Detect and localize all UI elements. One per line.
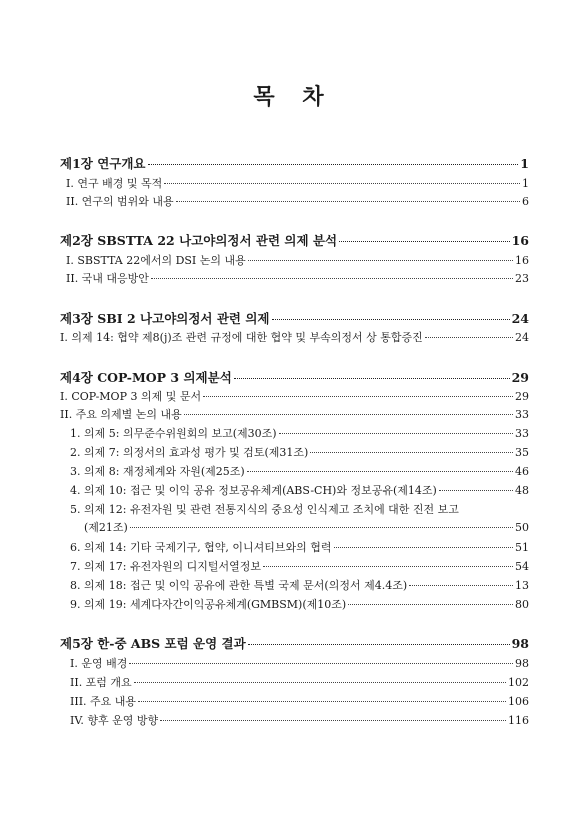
toc-subitem[interactable]	[70, 446, 529, 460]
subitem-label: 3. 의제 8: 재정체계와 자원(제25조)	[70, 465, 245, 478]
page-number: 35	[515, 446, 529, 459]
item-label: II. 주요 의제별 논의 내용	[60, 408, 182, 421]
subitem-label: 7. 의제 17: 유전자원의 디지털서열정보	[70, 560, 261, 573]
subitem-label: 2. 의제 7: 의정서의 효과성 평가 및 검토(제31조)	[70, 446, 309, 459]
page-number: 33	[515, 408, 529, 421]
dot-leader	[234, 378, 510, 379]
toc-subitem-continued[interactable]	[84, 521, 529, 535]
toc-item[interactable]	[60, 408, 529, 422]
dot-leader	[425, 337, 513, 338]
toc-item[interactable]	[70, 657, 529, 671]
page-number: 1	[520, 156, 529, 171]
dot-leader	[248, 260, 513, 261]
dot-leader	[134, 682, 506, 683]
page-number: 29	[515, 390, 529, 403]
toc-item[interactable]	[66, 254, 529, 268]
dot-leader	[279, 433, 513, 434]
dot-leader	[409, 585, 513, 586]
item-label: I. 연구 배경 및 목적	[66, 177, 163, 190]
subitem-label: 8. 의제 18: 접근 및 이익 공유에 관한 특별 국제 문서(의정서 제4.4조)	[70, 579, 408, 592]
page-number: 50	[515, 521, 529, 534]
chapter-label: 제2장 SBSTTA 22 나고야의정서 관련 의제 분석	[60, 233, 338, 248]
page-number: 16	[515, 254, 529, 267]
page-number: 48	[515, 484, 529, 497]
toc-chapter-4[interactable]	[60, 370, 529, 386]
toc-subitem[interactable]	[70, 541, 529, 555]
dot-leader	[263, 566, 513, 567]
page-number: 80	[515, 598, 529, 611]
item-label: II. 포럼 개요	[70, 676, 132, 689]
subitem-label: 5. 의제 12: 유전자원 및 관련 전통지식의 중요성 인식제고 조치에 대한 진전 보고	[70, 503, 459, 516]
item-label: I. SBSTTA 22에서의 DSI 논의 내용	[66, 254, 246, 267]
dot-leader	[334, 547, 513, 548]
toc-subitem[interactable]	[70, 560, 529, 574]
page-number: 116	[508, 714, 529, 727]
dot-leader	[203, 396, 513, 397]
chapter-label: 제5장 한-중 ABS 포럼 운영 결과	[60, 636, 246, 651]
toc-item[interactable]	[70, 695, 529, 709]
page-title: 목 차	[253, 85, 334, 110]
subitem-label: 4. 의제 10: 접근 및 이익 공유 정보공유체계(ABS-CH)와 정보공유(제14조)	[70, 484, 437, 497]
toc-chapter-1[interactable]	[60, 156, 529, 172]
subitem-label: 6. 의제 14: 기타 국제기구, 협약, 이니셔티브와의 협력	[70, 541, 332, 554]
item-label: I. 운영 배경	[70, 657, 128, 670]
subitem-label: 9. 의제 19: 세계다자간이익공유체계(GMBSM)(제10조)	[70, 598, 347, 611]
dot-leader	[160, 720, 506, 721]
toc-item[interactable]	[66, 272, 529, 286]
dot-leader	[310, 452, 513, 453]
toc-item[interactable]	[60, 390, 529, 404]
page-number: 29	[511, 370, 529, 385]
toc-item[interactable]	[70, 714, 529, 728]
item-label: II. 국내 대응방안	[66, 272, 149, 285]
toc-item[interactable]	[60, 331, 529, 345]
page-number: 33	[515, 427, 529, 440]
item-label: III. 주요 내용	[70, 695, 137, 708]
page-number: 98	[511, 636, 529, 651]
item-label: I. COP-MOP 3 의제 및 문서	[60, 390, 202, 403]
dot-leader	[176, 201, 520, 202]
subitem-label: 1. 의제 5: 의무준수위원회의 보고(제30조)	[70, 427, 277, 440]
chapter-label: 제1장 연구개요	[60, 156, 146, 171]
chapter-label: 제4장 COP-MOP 3 의제분석	[60, 370, 232, 385]
subitem-label-continued: (제21조)	[84, 521, 128, 534]
page-number: 24	[515, 331, 529, 344]
page-number: 102	[508, 676, 529, 689]
dot-leader	[151, 278, 513, 279]
dot-leader	[339, 241, 510, 242]
page-number: 46	[515, 465, 529, 478]
toc-subitem[interactable]	[70, 465, 529, 479]
dot-leader	[248, 644, 510, 645]
dot-leader	[138, 701, 506, 702]
chapter-label: 제3장 SBI 2 나고야의정서 관련 의제	[60, 311, 270, 326]
page-number: 16	[511, 233, 529, 248]
toc-chapter-3[interactable]	[60, 311, 529, 327]
page-number: 6	[522, 195, 529, 208]
toc-chapter-5[interactable]	[60, 636, 529, 652]
toc-subitem[interactable]	[70, 427, 529, 441]
page-number: 1	[522, 177, 529, 190]
page-number: 98	[515, 657, 529, 670]
page-number: 106	[508, 695, 529, 708]
dot-leader	[130, 527, 513, 528]
dot-leader	[164, 183, 520, 184]
toc-subitem[interactable]	[70, 598, 529, 612]
toc-chapter-2[interactable]	[60, 233, 529, 249]
toc-item[interactable]	[66, 195, 529, 209]
dot-leader	[184, 414, 513, 415]
dot-leader	[247, 471, 513, 472]
dot-leader	[272, 319, 510, 320]
toc-item[interactable]	[66, 177, 529, 191]
dot-leader	[439, 490, 513, 491]
dot-leader	[348, 604, 513, 605]
page-number: 54	[515, 560, 529, 573]
dot-leader	[148, 164, 519, 165]
toc-subitem[interactable]	[70, 579, 529, 593]
item-label: IV. 향후 운영 방향	[70, 714, 159, 727]
item-label: I. 의제 14: 협약 제8(j)조 관련 규정에 대한 협약 및 부속의정서 상 통합증진	[60, 331, 423, 344]
page-number: 13	[515, 579, 529, 592]
page-number: 24	[511, 311, 529, 326]
page-number: 51	[515, 541, 529, 554]
page-number: 23	[515, 272, 529, 285]
item-label: II. 연구의 범위와 내용	[66, 195, 174, 208]
toc-subitem[interactable]	[70, 503, 529, 517]
toc-subitem[interactable]	[70, 484, 529, 498]
toc-item[interactable]	[70, 676, 529, 690]
dot-leader	[129, 663, 513, 664]
